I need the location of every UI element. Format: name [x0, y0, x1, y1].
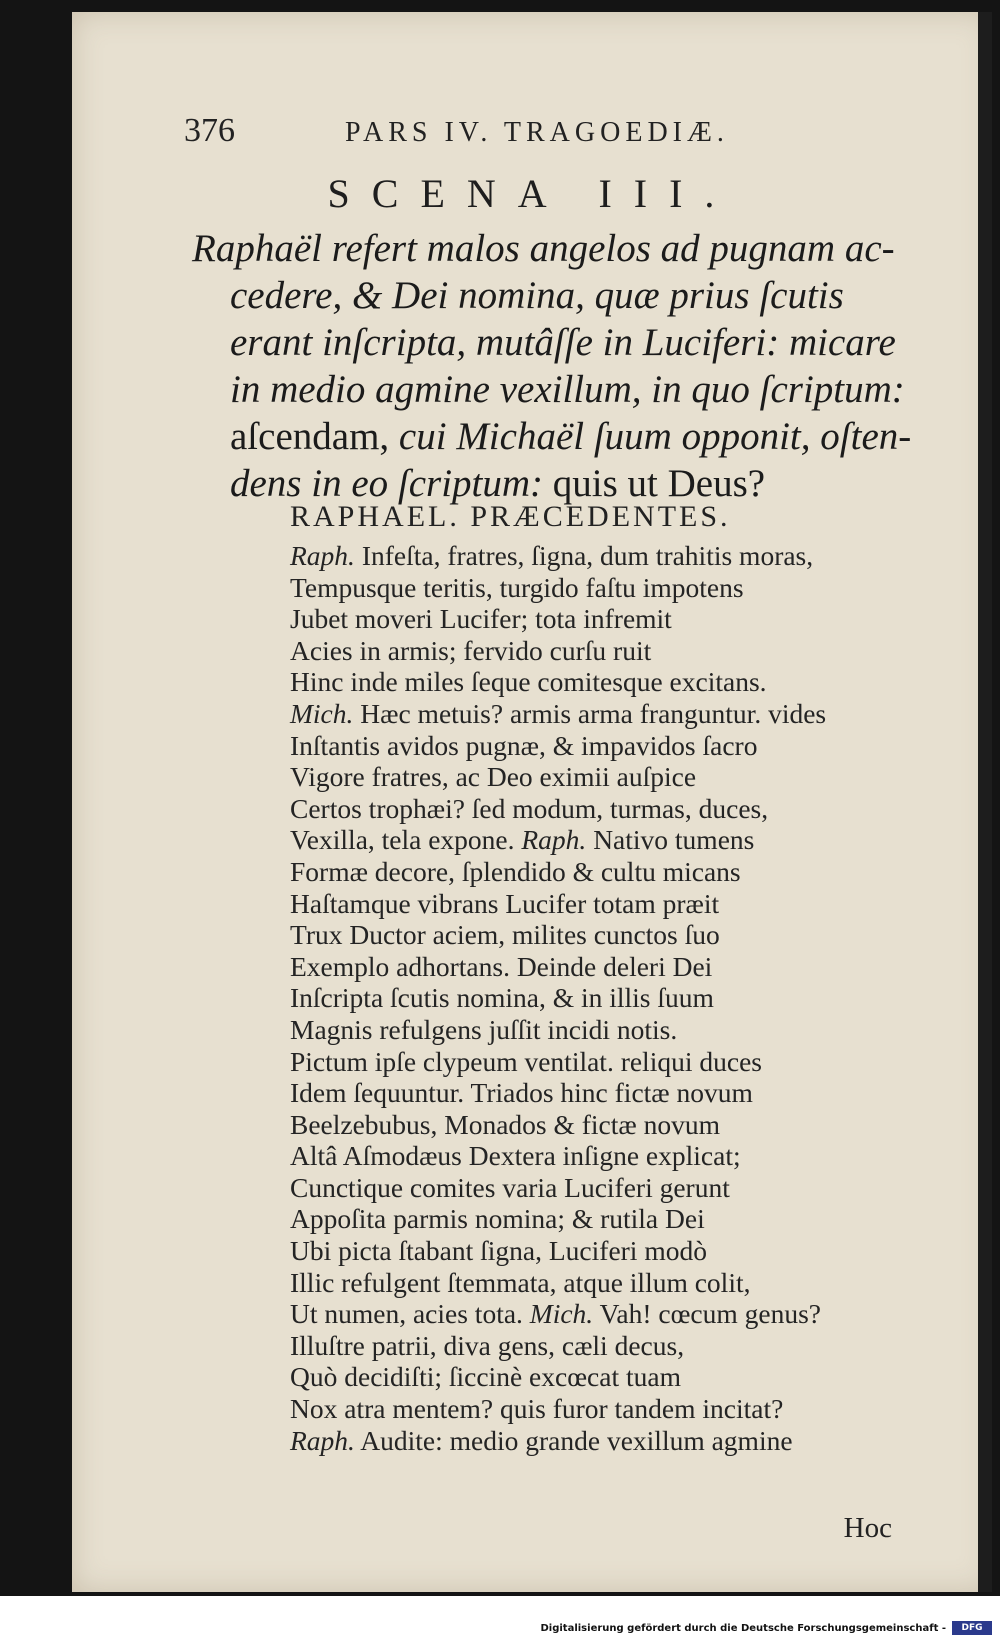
- verse-line: Magnis refulgens juſſit incidi notis.: [290, 1013, 678, 1045]
- speaker-label: Raph.: [521, 824, 587, 856]
- verse-line: Nox atra mentem? quis furor tandem incitat?: [290, 1393, 784, 1425]
- verse-line-text: Nativo tumens: [586, 824, 755, 856]
- speaker-label: Mich.: [529, 1298, 594, 1330]
- verse-line: Beelzebubus, Monados & fictæ novum: [290, 1108, 721, 1140]
- verse-line: Jubet moveri Lucifer; tota infremit: [290, 603, 672, 635]
- running-head: PARS IV. TRAGOEDIÆ.: [345, 117, 729, 148]
- verse-line: Cunctique comites varia Luciferi gerunt: [290, 1171, 730, 1203]
- verse-line: Ubi picta ſtabant ſigna, Luciferi modò: [290, 1235, 707, 1267]
- verse-line: Tempusque teritis, turgido faſtu impotens: [290, 571, 744, 603]
- verse-line: Illuſtre patrii, diva gens, cæli decus,: [290, 1329, 685, 1361]
- verse-line: Haſtamque vibrans Lucifer totam præit: [290, 887, 720, 919]
- verse-line: [290, 698, 980, 730]
- verse-line: Acies in armis; fervido curſu ruit: [290, 634, 652, 666]
- verse-line: Hinc inde miles ſeque comitesque excitans.: [290, 666, 767, 698]
- argument-line: cedere, & Dei nomina, quæ prius ſcutis: [230, 274, 844, 317]
- argument-line: erant inſcripta, mutâſſe in Luciferi: micare: [230, 321, 896, 364]
- verse-line: Vigore fratres, ac Deo eximii auſpice: [290, 761, 697, 793]
- verse-line: Inſtantis avidos pugnæ, & impavidos ſacro: [290, 729, 758, 761]
- digitization-footer: [0, 1596, 1000, 1640]
- verse-line: Exemplo adhortans. Deinde deleri Dei: [290, 950, 713, 982]
- dramatis-personae: RAPHAEL. PRÆCEDENTES.: [290, 500, 731, 533]
- verse-line-text: Ut numen, acies tota.: [290, 1298, 530, 1330]
- verse-line: Trux Ductor aciem, milites cunctos ſuo: [290, 919, 720, 951]
- page-edge-shadow: [978, 12, 992, 1592]
- verse-line: [290, 824, 980, 856]
- scene-argument: [192, 225, 972, 507]
- verse-line-text: Audite: medio grande vexillum agmine: [354, 1424, 793, 1456]
- verse-line: Formæ decore, ſplendido & cultu micans: [290, 855, 741, 887]
- argument-roman-text: quis ut Deus?: [552, 462, 766, 505]
- verse-line-text: Hæc metuis? armis arma franguntur. vides: [353, 697, 827, 729]
- verse-line: [290, 540, 980, 572]
- verse-line: [290, 1298, 980, 1330]
- book-page: [72, 12, 992, 1592]
- speaker-label: Mich.: [290, 697, 354, 729]
- verse-line: Pictum ipſe clypeum ventilat. reliqui duces: [290, 1045, 762, 1077]
- argument-line: in medio agmine vexillum, in quo ſcriptum:: [230, 368, 905, 411]
- catchword: Hoc: [843, 1512, 892, 1544]
- verse-line-text: Infeſta, fratres, ſigna, dum trahitis moras,: [354, 540, 814, 571]
- verse-line: Quò decidiſti; ſiccinè excœcat tuam: [290, 1361, 681, 1393]
- page-header: [184, 112, 884, 150]
- verse-text: [290, 540, 980, 1456]
- argument-line: [192, 413, 972, 460]
- verse-line: Illic refulgent ſtemmata, atque illum colit,: [290, 1266, 751, 1298]
- argument-roman-text: aſcendam,: [230, 415, 390, 458]
- dfg-logo-icon: DFG: [952, 1621, 992, 1635]
- argument-italic-text: dens in eo ſcriptum:: [230, 462, 553, 505]
- verse-line: Certos trophæi? ſed modum, turmas, duces,: [290, 792, 769, 824]
- verse-line: Inſcripta ſcutis nomina, & in illis ſuum: [290, 982, 714, 1014]
- verse-line: Altâ Aſmodæus Dextera inſigne explicat;: [290, 1140, 741, 1172]
- verse-line: Appoſita parmis nomina; & rutila Dei: [290, 1203, 705, 1235]
- speaker-label: Raph.: [290, 540, 355, 571]
- funding-credit: Digitalisierung gefördert durch die Deutsche Forschungsgemeinschaft -: [540, 1623, 946, 1634]
- scene-title: SCENA III.: [327, 171, 737, 216]
- argument-line: Raphaël refert malos angelos ad pugnam ac-: [192, 227, 895, 270]
- verse-line-text: Vexilla, tela expone.: [290, 824, 522, 856]
- page-number: 376: [184, 112, 235, 149]
- verse-line-text: Vah! cœcum genus?: [593, 1298, 822, 1330]
- verse-line: [290, 1425, 980, 1457]
- speaker-label: Raph.: [290, 1424, 355, 1456]
- verse-line: Idem ſequuntur. Triados hinc fictæ novum: [290, 1077, 753, 1109]
- argument-italic-text: cui Michaël ſuum opponit, oſten-: [389, 415, 912, 458]
